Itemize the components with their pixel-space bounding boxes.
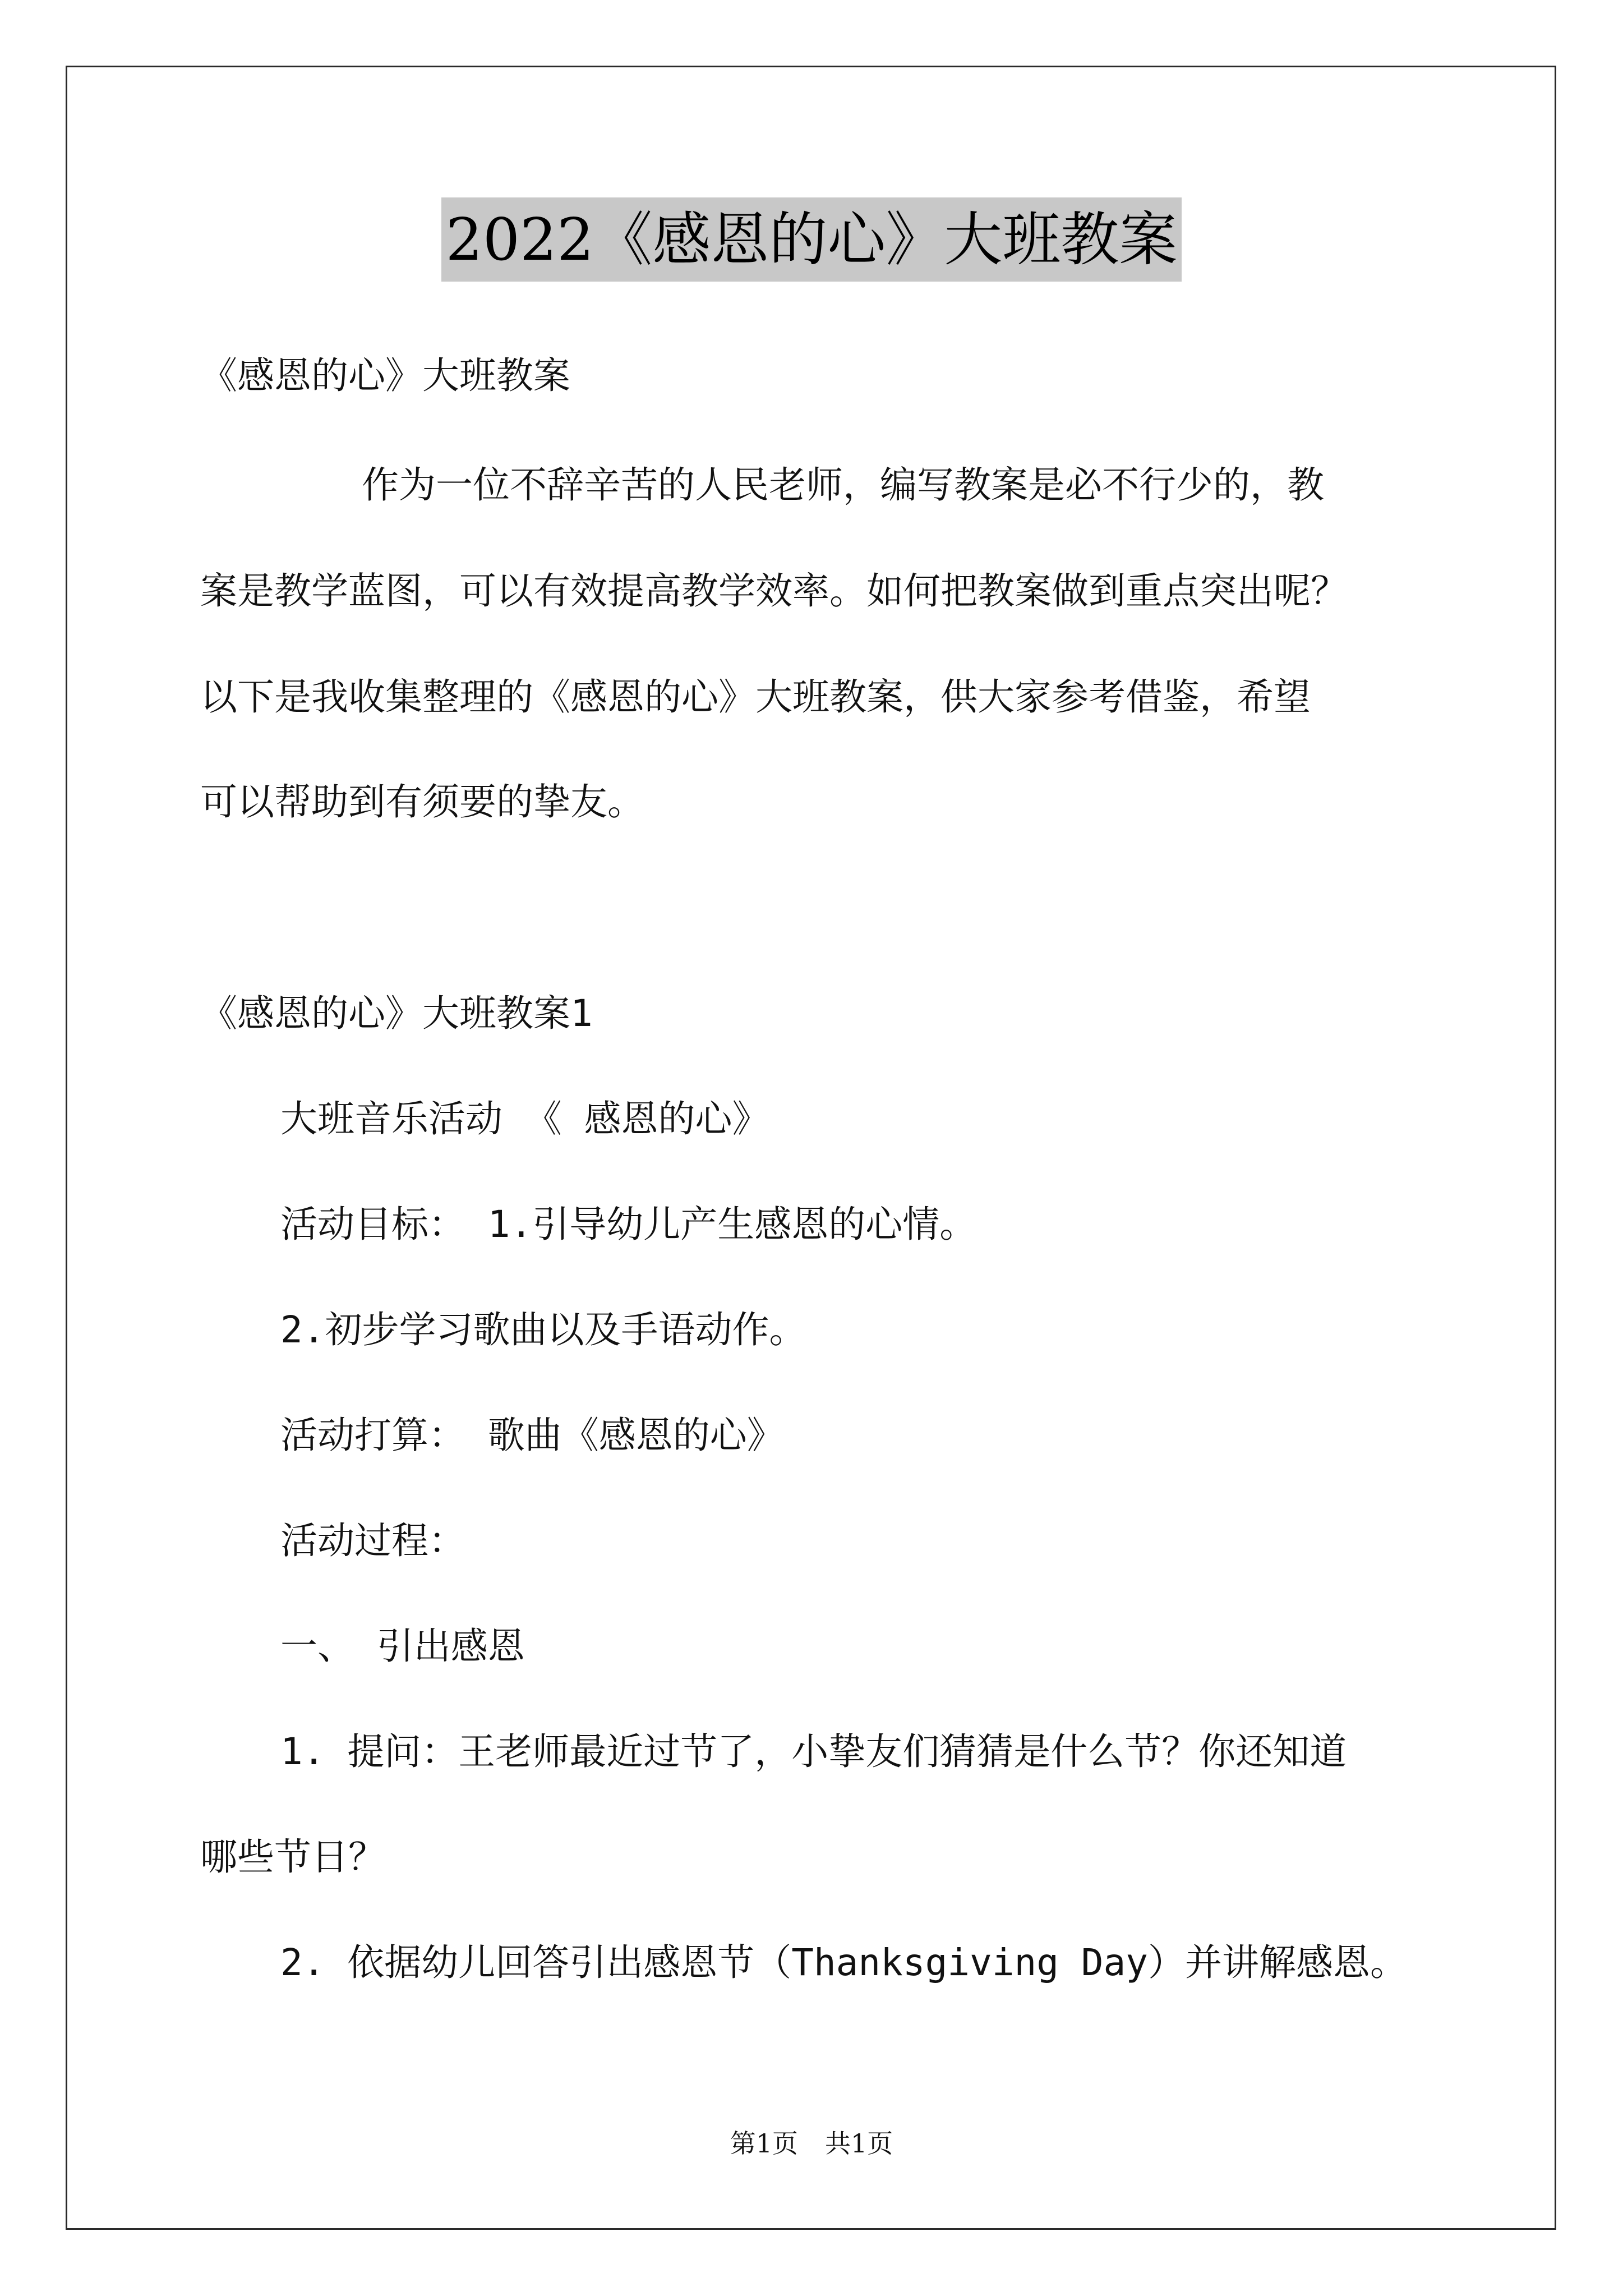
activity-prep: 活动打算： 歌曲《感恩的心》	[280, 1414, 784, 1457]
page-number: 第1页	[730, 2128, 798, 2159]
activity-goal-1: 活动目标： 1.引导幼儿产生感恩的心情。	[280, 1203, 977, 1246]
section-heading: 《感恩的心》大班教案1	[200, 992, 593, 1035]
intro-line-4: 可以帮助到有须要的挚友。	[200, 780, 644, 823]
page-total: 共1页	[825, 2128, 893, 2159]
step-1-line-2: 哪些节日？	[200, 1835, 385, 1879]
activity-title: 大班音乐活动 《 感恩的心》	[280, 1097, 769, 1140]
intro-line-1: 作为一位不辞辛苦的人民老师，编写教案是必不行少的，教	[362, 463, 1324, 507]
activity-goal-2: 2.初步学习歌曲以及手语动作。	[280, 1308, 806, 1351]
document-title: 2022《感恩的心》大班教案	[441, 197, 1182, 282]
subtitle-line: 《感恩的心》大班教案	[200, 354, 570, 397]
intro-line-3: 以下是我收集整理的《感恩的心》大班教案，供大家参考借鉴，希望	[200, 675, 1311, 719]
intro-line-2: 案是教学蓝图，可以有效提高教学效率。如何把教案做到重点突出呢？	[200, 569, 1348, 613]
title-container	[0, 197, 1623, 282]
step-2-line: 2. 依据幼儿回答引出感恩节（Thanksgiving Day）并讲解感恩。	[280, 1941, 1407, 1984]
page-footer	[0, 2127, 1623, 2160]
activity-process: 活动过程：	[280, 1519, 465, 1562]
step-1-line-1: 1. 提问：王老师最近过节了，小挚友们猜猜是什么节？你还知道	[280, 1730, 1347, 1773]
step-heading: 一、 引出感恩	[280, 1625, 525, 1668]
